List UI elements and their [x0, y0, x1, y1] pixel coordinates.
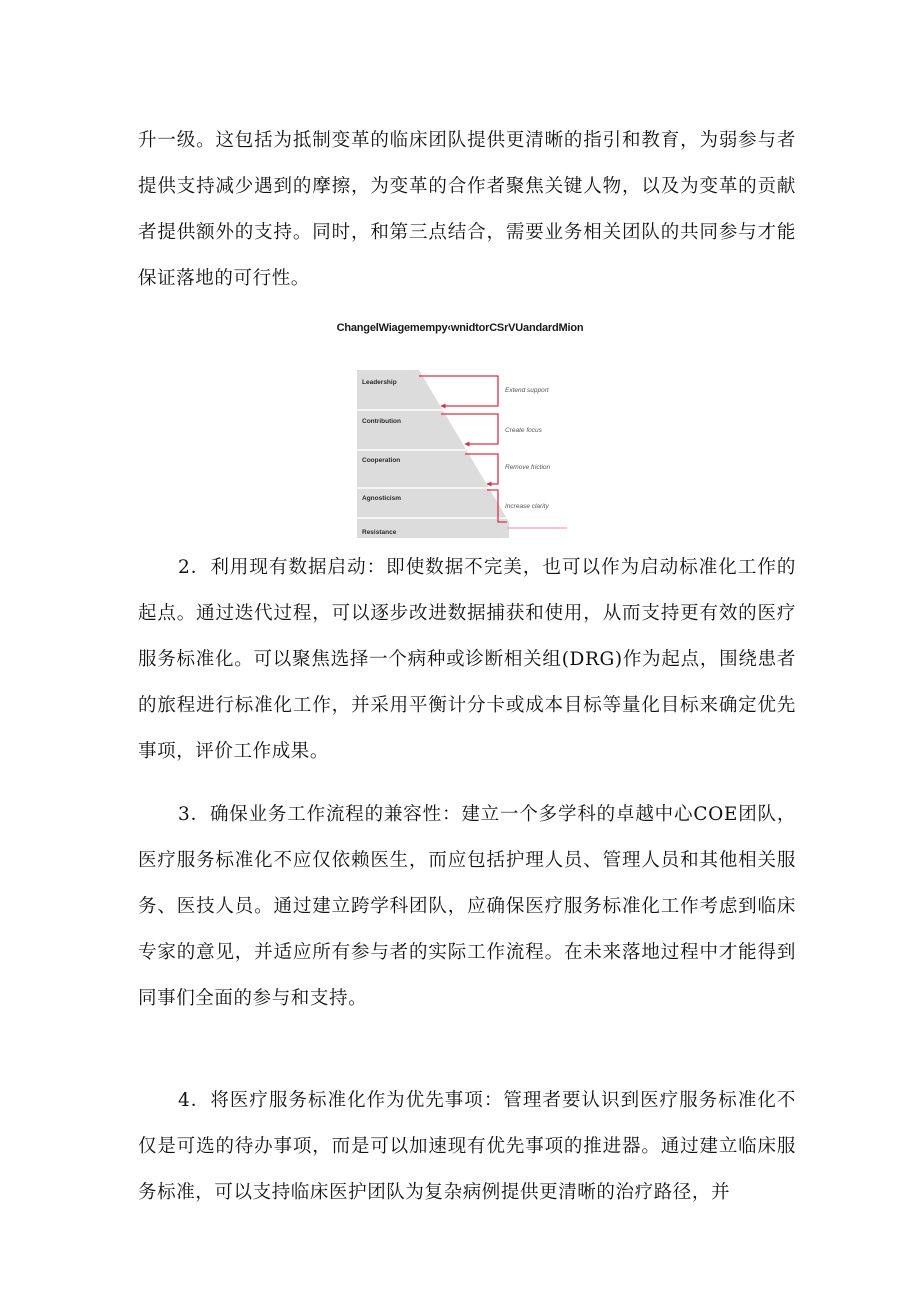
action-remove-friction: Remove friction: [505, 464, 551, 471]
level-cooperation: Cooperation: [362, 457, 401, 464]
paragraph-item-2: 2．利用现有数据启动：即使数据不完美，也可以作为启动标准化工作的起点。通过迭代过程，可以逐步改进数据捕获和使用，从而支持更有效的医疗服务标准化。可以聚焦选择一个病种或诊断相关组(DRG)作为起点，围绕患者的旅程进行标准化工作，并采用平衡计分卡或成本目标等量化目标来确定优先事项，评价工作成果。: [138, 557, 796, 762]
action-increase-clarity: Increase clarity: [505, 503, 549, 510]
level-leadership: Leadership: [362, 379, 397, 386]
level-agnosticism: Agnosticism: [362, 495, 402, 502]
level-resistance: Resistance: [362, 529, 397, 536]
paragraph-item-3: 3．确保业务工作流程的兼容性：建立一个多学科的卓越中心COE团队，医疗服务标准化不应仅依赖医生，而应包括护理人员、管理人员和其他相关服务、医技人员。通过建立跨学科团队，应确保医疗服务标准化工作考虑到临床专家的意见，并适应所有参与者的实际工作流程。在未来落地过程中才能得到同事们全面的参与和支持。: [138, 804, 796, 1009]
change-management-figure: [357, 370, 577, 538]
paragraph-item-4: 4．将医疗服务标准化作为优先事项：管理者要认识到医疗服务标准化不仅是可选的待办事项，而是可以加速现有优先事项的推进器。通过建立临床服务标准，可以支持临床医护团队为复杂病例提供更清晰的治疗路径，并: [138, 1090, 796, 1203]
action-create-focus: Create focus: [505, 427, 542, 434]
figure-title: ChangelWiagemempy‹wnidtorCSrVUandardMion: [336, 322, 584, 334]
action-extend-support: Extend support: [505, 387, 549, 394]
paragraph-continuation: 升一级。这包括为抵制变革的临床团队提供更清晰的指引和教育，为弱参与者提供支持减少遇到的摩擦，为变革的合作者聚焦关键人物，以及为变革的贡献者提供额外的支持。同时，和第三点结合，需要业务相关团队的共同参与才能保证落地的可行性。: [138, 130, 796, 289]
level-contribution: Contribution: [362, 418, 401, 425]
